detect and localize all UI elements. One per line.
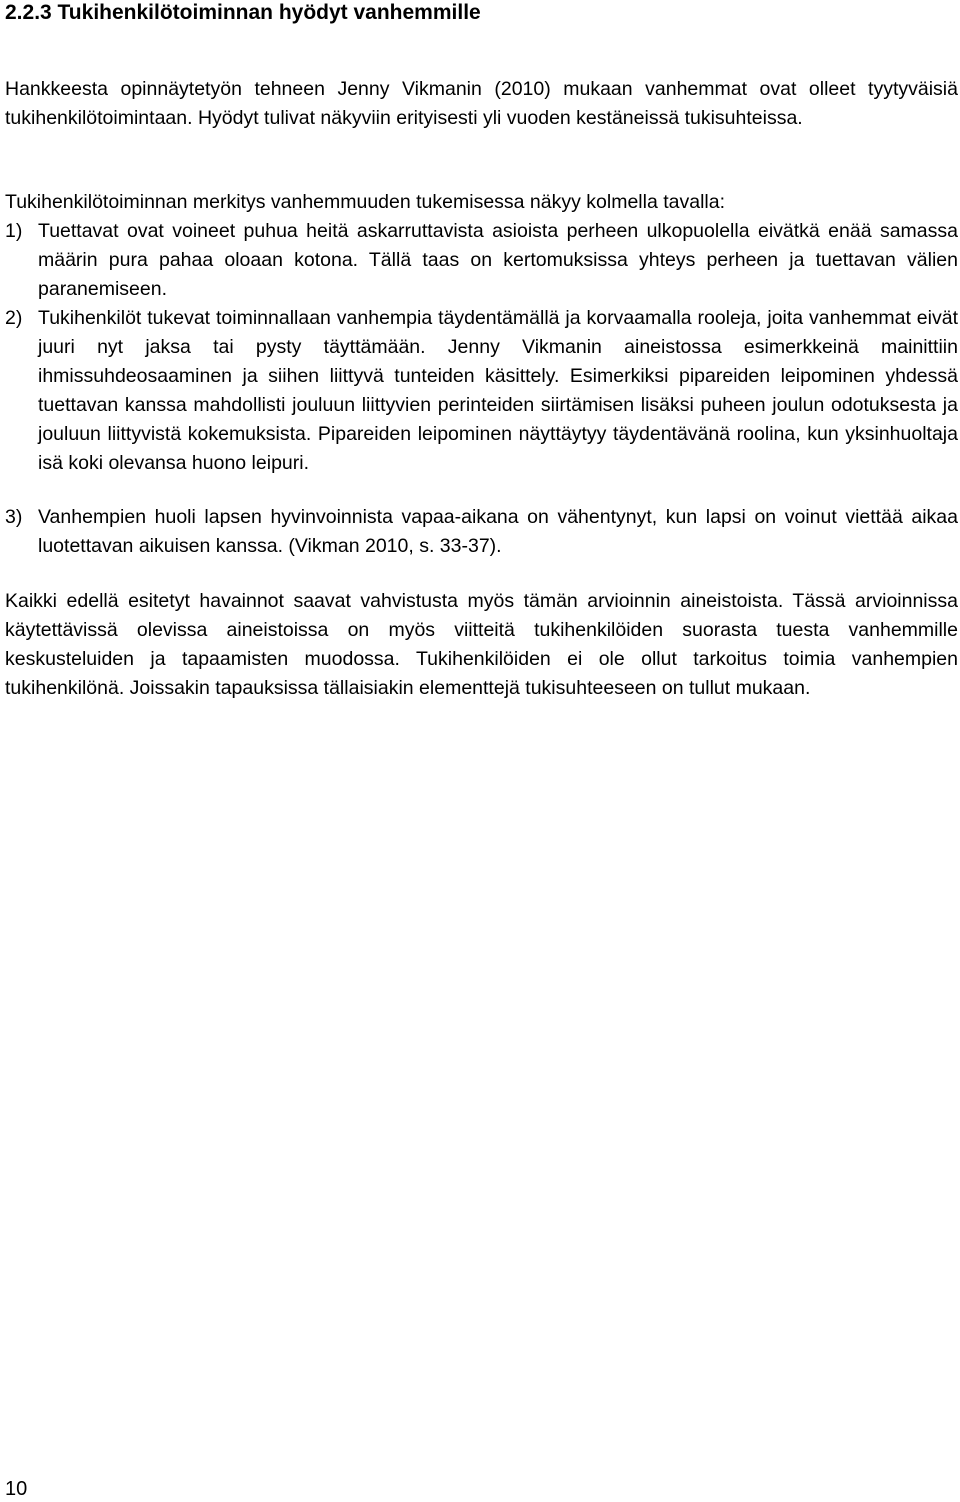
list-item-text: Vanhempien huoli lapsen hyvinvoinnista vapaa-aikana on vähentynyt, kun lapsi on voinut viettää aikaa luotettavan aikuisen kanssa. (Vikman 2010, s. 33-37). xyxy=(38,506,958,557)
numbered-list-2 xyxy=(5,304,958,478)
list-item-number: 3) xyxy=(5,506,23,528)
list-item xyxy=(5,304,958,478)
list-item-number: 1) xyxy=(5,220,23,242)
page-number: 10 xyxy=(5,1478,28,1500)
paragraph-intro: Hankkeesta opinnäytetyön tehneen Jenny Vikmanin (2010) mukaan vanhemmat ovat olleet tyytyväisiä tukihenkilötoimintaan. Hyödyt tulivat näkyviin erityisesti yli vuoden kestäneissä tukisuhteissa. xyxy=(5,78,958,129)
list-item xyxy=(5,217,958,304)
numbered-list-1 xyxy=(5,217,958,304)
list-item xyxy=(5,503,958,561)
paragraph-conclusion: Kaikki edellä esitetyt havainnot saavat vahvistusta myös tämän arvioinnin aineistoista. Tässä arvioinnissa käytettävissä olevissa aineistoissa on myös viitteitä tukihenkilöiden suorasta tuesta vanhemmille keskusteluiden ja tapaamisten muodossa. Tukihenkilöiden ei ole ollut tarkoitus toimia vanhempien tukihenkilönä. Joissakin tapauksissa tällaisiakin elementtejä tukisuhteeseen on tullut mukaan. xyxy=(5,590,958,699)
list-item-text: Tukihenkilöt tukevat toiminnallaan vanhempia täydentämällä ja korvaamalla rooleja, joita vanhemmat eivät juuri nyt jaksa tai pysty täyttämään. Jenny Vikmanin aineistossa esimerkkeinä mainittiin ihmissuhdeosaaminen ja siihen liittyvä tunteiden käsittely. Esimerkiksi pipareiden leipominen yhdessä tuettavan kanssa mahdollisti jouluun liittyvien perinteiden siirtämisen lisäksi puheen joulun odotuksesta ja jouluun liittyvistä kokemuksista. Pipareiden leipominen näyttäytyy täydentävänä roolina, kun yksinhuoltaja isä koki olevansa huono leipuri. xyxy=(38,307,958,474)
list-item-text: Tuettavat ovat voineet puhua heitä askarruttavista asioista perheen ulkopuolella eivätkä enää samassa määrin pura pahaa oloaan kotona. Tällä taas on kertomuksissa yhteys perheen ja tuettavan välien paranemiseen. xyxy=(38,220,958,300)
section-heading: 2.2.3 Tukihenkilötoiminnan hyödyt vanhemmille xyxy=(5,1,481,24)
paragraph-list-intro: Tukihenkilötoiminnan merkitys vanhemmuuden tukemisessa näkyy kolmella tavalla: xyxy=(5,191,726,213)
numbered-list-3 xyxy=(5,503,958,561)
list-item-number: 2) xyxy=(5,307,23,329)
